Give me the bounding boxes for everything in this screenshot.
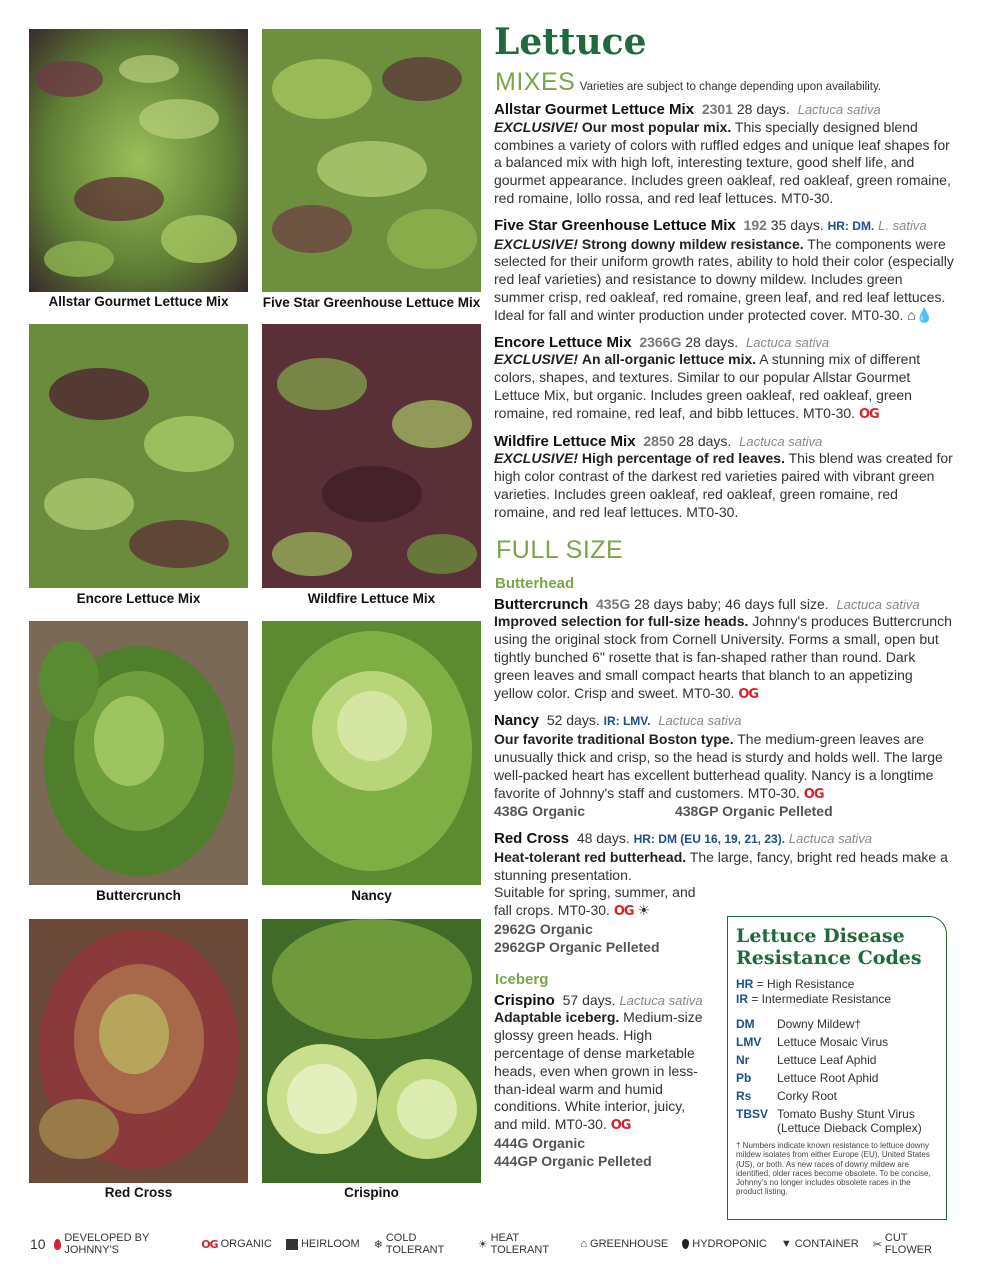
disease-box-title: Lettuce Disease Resistance Codes: [736, 925, 922, 969]
section-heading-full-size: FULL SIZE: [496, 535, 624, 564]
product-entry: Crispino 57 days. Lactuca sativa Adaptable iceberg. Medium-size glossy green heads. High percentage of dense marketable heads, even when grown in less-than-ideal warm and humid conditions. White interior, juicy, and mild. MT0-30. OG 444G Organic 444GP Organic Pelleted: [494, 991, 703, 1169]
organic-icon: OG: [803, 786, 824, 802]
heirloom-icon: [286, 1239, 298, 1250]
photo-encore: [29, 324, 248, 588]
photo-crispino: [262, 919, 481, 1183]
photo-caption: Encore Lettuce Mix: [76, 591, 201, 606]
organic-icon: OG: [858, 406, 879, 422]
resistance-legend: HR = High Resistance IR = Intermediate Resistance: [736, 977, 892, 1006]
snowflake-icon: ❄: [373, 1238, 383, 1251]
page-number: 10: [30, 1236, 46, 1252]
disease-codes-box: [727, 916, 947, 1220]
product-entry: Encore Lettuce Mix 2366G 28 days. Lactuca sativa EXCLUSIVE! An all-organic lettuce mix. A stunning mix of different colors, shapes, and textures. Similar to our popular Allstar Gourmet Lettuce Mix, but organic. Includes green oakleaf, red oakleaf, green romaine, red romaine, red leaf, and bibb lettuces. MT0-30. OG: [494, 333, 921, 422]
disease-code-row: Rs Corky Root: [736, 1089, 838, 1103]
footer-legend-item: ☀ HEAT TOLERANT: [477, 1232, 550, 1256]
product-entry: Red Cross 48 days. HR: DM (EU 16, 19, 21, 23). Lactuca sativa Heat-tolerant red butterhead. The large, fancy, bright red heads make a stunning presentation. Suitable for spring, summer, and fall crops. MT0-30. OG ☀ 2962G Organic 2962GP Organic Pelleted: [494, 830, 948, 955]
photo-nancy: [262, 621, 481, 885]
photo-caption: Red Cross: [104, 1185, 173, 1200]
footer-legend-item: ✂ CUT FLOWER: [872, 1232, 932, 1256]
photo-buttercrunch: [29, 621, 248, 885]
product-entry: Nancy 52 days. IR: LMV. Lactuca sativa Our favorite traditional Boston type. The medium-green leaves are unusually thick and crisp, so the head is sturdy and holds well. The large well-packed heart has excellent butterhead quality. Nancy is a longtime favorite of Johnny's staff and customers. MT0-30. OG 438G Organic 438GP Organic Pelleted: [494, 712, 943, 820]
availability-note: Varieties are subject to change depending upon availability.: [579, 81, 882, 93]
greenhouse-icon: ⌂: [580, 1238, 588, 1250]
page-footer: [30, 1234, 960, 1254]
photo-allstar: [29, 29, 248, 292]
photo-caption: Buttercrunch: [96, 888, 181, 903]
product-entry: Buttercrunch 435G 28 days baby; 46 days full size. Lactuca sativa Improved selection for full-size heads. Johnny's produces Buttercrunch using the original stock from Cornell University. Forms a small, open but tightly bunched 6" rosette that is fan-shaped rather than round. Dark green leaves and small compact hearts that blanch to an appetizing yellow color. Crisp and sweet. MT0-30. OG: [494, 595, 952, 702]
page-title: Lettuce: [494, 21, 647, 63]
product-entry: Five Star Greenhouse Lettuce Mix 192 35 days. HR: DM. L. sativa EXCLUSIVE! Strong downy mildew resistance. The components were selected for their uniform growth rates, ability to hold their color (especially red leaf varieties) and resistance to downy mildew. Includes green summer crisp, red oakleaf, red romaine, green leaf, and red leaf lettuces. Ideal for fall and winter production under protected cover. MT0-30. ⌂💧: [494, 216, 954, 323]
photo-caption: Allstar Gourmet Lettuce Mix: [48, 294, 229, 309]
footer-legend-item: HEIRLOOM: [286, 1238, 360, 1250]
product-entry: Allstar Gourmet Lettuce Mix 2301 28 days. Lactuca sativa EXCLUSIVE! Our most popular mix. This specially designed blend combines a variety of colors with ruffled edges and unique leaf shapes for a balanced mix with high loft, interesting texture, good shelf life, and gourmet appearance. Includes green oakleaf, red oakleaf, green romaine, red romaine, lollo rossa, and red leaf lettuces. MT0-30.: [494, 101, 951, 206]
mixes-header: [495, 68, 954, 97]
sun-icon: ☀: [637, 902, 651, 919]
sun-icon: ☀: [477, 1238, 488, 1251]
organic-icon: OG: [613, 904, 634, 920]
photo-wildfire: [262, 324, 481, 588]
organic-icon: OG: [610, 1118, 631, 1134]
photo-caption: Five Star Greenhouse Lettuce Mix: [262, 295, 481, 310]
droplet-icon: [682, 1239, 689, 1249]
seed-icon: [54, 1239, 62, 1250]
section-heading-mixes: MIXES: [495, 68, 576, 96]
photo-caption: Wildfire Lettuce Mix: [307, 591, 436, 606]
container-icon: ▼: [780, 1238, 792, 1250]
footer-legend-item: DEVELOPED BY JOHNNY'S: [54, 1232, 188, 1256]
footer-legend-item: HYDROPONIC: [682, 1238, 767, 1250]
scissors-icon: ✂: [872, 1238, 882, 1251]
subheading-butterhead: Butterhead: [495, 574, 575, 592]
footer-legend-item: ⌂ GREENHOUSE: [580, 1238, 669, 1250]
organic-icon: OG: [201, 1237, 218, 1251]
photo-five-star: [262, 29, 481, 292]
photo-caption: Nancy: [351, 888, 392, 903]
photo-red-cross: [29, 919, 248, 1183]
disease-code-row: LMV Lettuce Mosaic Virus: [736, 1035, 889, 1049]
footer-legend-item: ▼ CONTAINER: [780, 1238, 859, 1250]
organic-icon: OG: [738, 686, 759, 702]
disease-code-row: Nr Lettuce Leaf Aphid: [736, 1053, 877, 1067]
product-entry: Wildfire Lettuce Mix 2850 28 days. Lactuca sativa EXCLUSIVE! High percentage of red leaves. This blend was created for high color contrast of the darkest red varieties paired with vibrant green varieties. Includes green oakleaf, red oakleaf, green romaine, red romaine, and red leaf lettuces. MT0-30.: [494, 432, 953, 520]
disease-code-row: DM Downy Mildew†: [736, 1017, 862, 1031]
photo-caption: Crispino: [344, 1185, 399, 1200]
subheading-iceberg: Iceberg: [495, 970, 549, 988]
footer-legend-item: OG ORGANIC: [201, 1237, 272, 1251]
footer-legend-item: ❄ COLD TOLERANT: [373, 1232, 445, 1256]
disease-footnote: † Numbers indicate known resistance to lettuce downy mildew isolates from either Europe (EU), United States (US), or both. As new races of downy mildew are identified, older races become obsolete. To be concise, Johnny's no longer includes obsolete races in the product listing.: [736, 1141, 931, 1197]
droplet-icon: 💧: [915, 306, 934, 323]
disease-code-row: TBSV Tomato Bushy Stunt Virus (Lettuce Dieback Complex): [736, 1107, 922, 1135]
disease-code-list: [736, 1015, 946, 1135]
greenhouse-icon: ⌂: [907, 306, 916, 323]
disease-code-row: Pb Lettuce Root Aphid: [736, 1071, 879, 1085]
